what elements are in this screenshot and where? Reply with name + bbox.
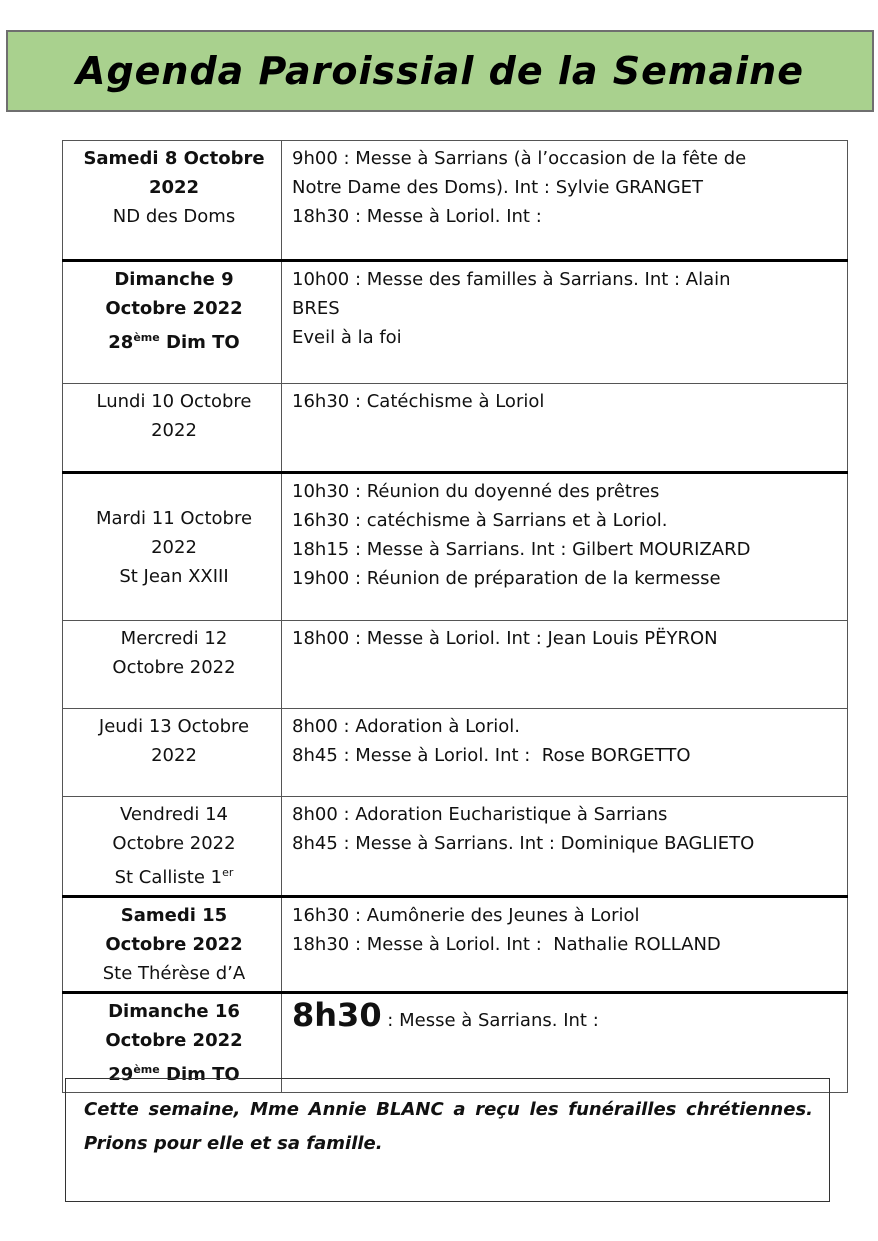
- day-cell: [63, 141, 282, 261]
- day-subtitle: 29ème Dim TO: [108, 1063, 240, 1085]
- events-cell: [282, 897, 848, 993]
- event-line: 8h45 : Messe à Loriol. Int : Rose BORGETTO: [292, 745, 691, 766]
- day-line: 2022: [151, 420, 197, 441]
- event-line: 16h30 : catéchisme à Sarrians et à Loriol.: [292, 510, 668, 531]
- notice-box: [65, 1078, 830, 1202]
- event-line: 8h00 : Adoration Eucharistique à Sarrians: [292, 804, 668, 825]
- events-cell: [282, 797, 848, 897]
- events-cell: [282, 384, 848, 473]
- day-line: Dimanche 16: [108, 1001, 240, 1022]
- agenda-table: [62, 140, 848, 1093]
- day-line: 2022: [148, 177, 200, 198]
- event-line: 18h15 : Messe à Sarrians. Int : Gilbert MOURIZARD: [292, 539, 751, 560]
- day-line: Vendredi 14: [120, 804, 228, 825]
- page-title: Agenda Paroissial de la Semaine: [76, 49, 804, 93]
- day-subtitle: Ste Thérèse d’A: [102, 963, 246, 984]
- event-line: [292, 997, 841, 1035]
- day-subtitle: 28ème Dim TO: [108, 331, 240, 353]
- event-line: 9h00 : Messe à Sarrians (à l’occasion de la fête de: [292, 148, 747, 169]
- day-line: Lundi 10 Octobre: [96, 391, 252, 412]
- day-line: Samedi 8 Octobre: [83, 148, 265, 169]
- event-line: BRES: [292, 298, 340, 319]
- event-line: 16h30 : Catéchisme à Loriol: [292, 391, 545, 412]
- day-cell: [63, 897, 282, 993]
- events-cell: [282, 473, 848, 621]
- events-cell: [282, 709, 848, 797]
- agenda-row: [63, 897, 848, 993]
- day-cell: [63, 261, 282, 384]
- day-line: 2022: [151, 536, 197, 558]
- day-cell: [63, 709, 282, 797]
- day-line: Dimanche 9: [114, 269, 234, 290]
- events-cell: [282, 141, 848, 261]
- day-line: Octobre 2022: [105, 934, 243, 955]
- day-line: Octobre 2022: [112, 657, 236, 678]
- events-cell: [282, 621, 848, 709]
- agenda-row: [63, 621, 848, 709]
- event-line: Eveil à la foi: [292, 327, 402, 348]
- event-line: 10h30 : Réunion du doyenné des prêtres: [292, 481, 660, 502]
- agenda-row: [63, 141, 848, 261]
- event-line: 19h00 : Réunion de préparation de la kermesse: [292, 568, 721, 589]
- day-line: Samedi 15: [120, 905, 228, 926]
- day-line: St Jean XXIII: [119, 565, 229, 587]
- day-cell: [63, 621, 282, 709]
- event-line: 16h30 : Aumônerie des Jeunes à Loriol: [292, 905, 640, 926]
- day-cell: [63, 473, 282, 621]
- day-line: Octobre 2022: [112, 833, 236, 854]
- event-line: 10h00 : Messe des familles à Sarrians. Int : Alain: [292, 269, 731, 290]
- event-line: 18h30 : Messe à Loriol. Int : Nathalie ROLLAND: [292, 934, 721, 955]
- event-text: : Messe à Sarrians. Int :: [381, 1010, 599, 1031]
- day-line: Mercredi 12: [120, 628, 228, 649]
- agenda-row: [63, 797, 848, 897]
- agenda-row: [63, 384, 848, 473]
- event-line: Notre Dame des Doms). Int : Sylvie GRANGET: [292, 177, 704, 198]
- agenda-row: [63, 473, 848, 621]
- day-line: Mardi 11 Octobre: [95, 507, 253, 529]
- day-cell: [63, 384, 282, 473]
- event-time-highlight: 8h30: [292, 996, 382, 1034]
- day-line: 2022: [151, 745, 197, 766]
- notice-text: Cette semaine, Mme Annie BLANC a reçu les funérailles chrétiennes. Prions pour elle et sa famille.: [84, 1099, 813, 1154]
- event-line: 8h00 : Adoration à Loriol.: [292, 716, 520, 737]
- title-banner: [6, 30, 874, 112]
- agenda-row: [63, 261, 848, 384]
- agenda-row: [63, 709, 848, 797]
- event-line: 18h00 : Messe à Loriol. Int : Jean Louis PËYRON: [292, 628, 718, 649]
- event-line: 18h30 : Messe à Loriol. Int :: [292, 206, 542, 227]
- event-line: 8h45 : Messe à Sarrians. Int : Dominique BAGLIETO: [292, 833, 755, 854]
- events-cell: [282, 261, 848, 384]
- day-subtitle: St Calliste 1er: [114, 866, 234, 888]
- day-line: Octobre 2022: [105, 298, 243, 319]
- day-cell: [63, 797, 282, 897]
- day-line: Octobre 2022: [105, 1030, 243, 1051]
- day-line: Jeudi 13 Octobre: [98, 716, 250, 737]
- day-subtitle: ND des Doms: [112, 206, 236, 227]
